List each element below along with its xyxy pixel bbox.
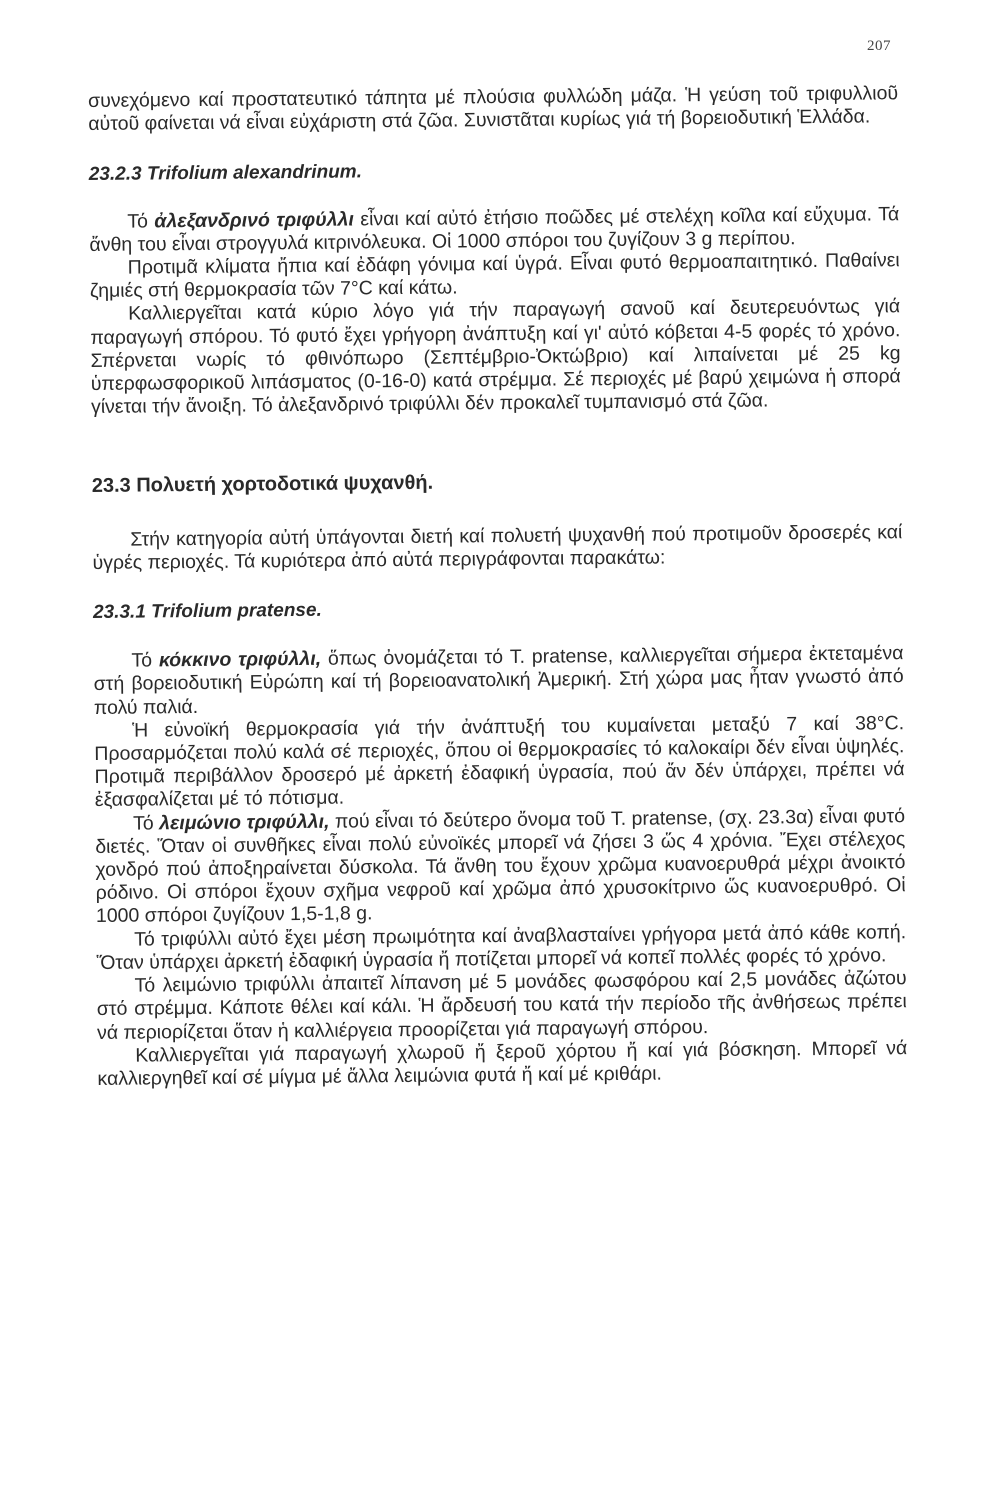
section-23-3-1 [93,593,908,1091]
paragraph-pratense-name [93,642,904,719]
page-body [88,82,908,1091]
paragraph-pratense-uses: Καλλιεργεῖται γιά παραγωγή χλωροῦ ἤ ξεροῦ χόρτου ἤ καί γιά βόσκηση. Μπορεῖ νά καλλιεργηθεῖ καί σέ μίγμα μέ ἄλλα λειμώνια φυτά ἤ καί μέ κριθάρι. [97,1036,908,1090]
paragraph-alexandrinum-climate: Προτιμᾶ κλίματα ἤπια καί ἐδάφη γόνιμα καί ὑγρά. Εἶναι φυτό θερμοαπαιτητικό. Παθαίνει ζημιές στή θερμοκρασία τῶν 7°C καί κάτω. [89,249,900,303]
section-heading-23-3-1: 23.3.1 Trifolium pratense. [92,599,322,624]
text-run: ὅπως ὀνομάζεται τό T. pratense, καλλιεργεῖται σήμερα ἐκτεταμένα στή βορειοδυτική Εὐρώπη καί τή βορειοανατολική Ἀμερική. Στή χώρα μας ἦταν γνωστό ἀπό πολύ παλιά. [93,642,904,719]
page-number: 207 [867,38,891,54]
term-alexandrino-trifylli: ἀλεξανδρινό τριφύλλι [154,208,354,232]
section-23-2-3 [89,156,901,420]
paragraph-pratense-regrowth: Τό τριφύλλι αὐτό ἔχει μέση πρωιμότητα καί ἀναβλασταίνει γρήγορα μετά ἀπό κάθε κοπή. Ὅταν ὑπάρχει ἀρκετή ἐδαφική ὑγρασία ἤ ποτίζεται μπορεῖ νά κοπεῖ πολλές φορές τό χρόνο. [96,920,907,974]
text-run: Τό [127,209,155,233]
text-run: Τό [131,649,160,672]
paragraph-perennial-intro: Στήν κατηγορία αὐτή ὑπάγονται διετή καί πολυετή ψυχανθή πού προτιμοῦν δροσερές καί ὑγρές περιοχές. Τά κυριότερα ἀπό αὐτά περιγράφονται παρακάτω: [92,520,903,574]
paragraph-pratense-morphology [95,805,906,929]
section-heading-23-2-3: 23.2.3 Trifolium alexandrinum. [88,161,363,186]
intro-paragraph: συνεχόμενο καί προστατευτικό τάπητα μέ πλούσια φυλλώδη μάζα. Ἡ γεύση τοῦ τριφυλλιοῦ αὐτοῦ φαίνεται νά εἶναι εὐχάριστη στά ζῶα. Συνιστᾶται κυρίως γιά τή βορειοδυτική Ἑλλάδα. [88,82,899,136]
text-run: εἶναι καί αὐτό ἐτήσιο ποῶδες μέ στελέχη κοῖλα καί εὔχυμα. Τά ἄνθη του εἶναι στρογγυλά κιτρινόλευκα. Οἱ 1000 σπόροι του ζυγίζουν 3 g περίπου. [89,202,900,256]
section-23-3 [92,468,903,575]
section-heading-23-3: 23.3 Πολυετή χορτοδοτικά ψυχανθή. [91,472,434,498]
text-run: πού εἶναι τό δεύτερο ὄνομα τοῦ T. pratense, (σχ. 23.3α) εἶναι φυτό διετές. Ὅταν οἱ συνθῆκες εἶναι πολύ εὐνοϊκές μπορεῖ νά ζήσει 3 ὥς 4 χρόνια. Ἔχει στέλεχος χονδρό πού ἀποξηραίνεται δύσκολα. Τά ἄνθη του ἔχουν χρῶμα κυανοερυθρά μέχρι ἀνοικτό ρόδινο. Οἱ σπόροι ἔχουν σχῆμα νεφροῦ καί χρῶμα ἀπό χρυσοκίτρινο ὥς κυανοερυθρό. Οἱ 1000 σπόροι ζυγίζουν 1,5-1,8 g. [95,804,906,928]
paragraph-pratense-temperature: Ἡ εὐνοϊκή θερμοκρασία γιά τήν ἀνάπτυξή του κυμαίνεται μεταξύ 7 καί 38°C. Προσαρμόζεται πολύ καλά σέ περιοχές, ὅπου οἱ θερμοκρασίες τό καλοκαίρι δέν εἶναι ὑψηλές. Προτιμᾶ περιβάλλον δροσερό μέ ἀρκετή ἐδαφική ὑγρασία, πού ἄν δέν ὑπάρχει, πρέπει νά ἐξασφαλίζεται μέ τό πότισμα. [94,712,905,812]
paragraph-pratense-fertilization: Τό λειμώνιο τριφύλλι ἀπαιτεῖ λίπανση μέ 5 μονάδες φωσφόρου καί 2,5 μονάδες ἀζώτου στό στρέμμα. Κάποτε θέλει καί κάλι. Ἡ ἄρδευσή του κατά τήν περίοδο τῆς ἀνθήσεως πρέπει νά περιορίζεται ὅταν ἡ καλλιέργεια προορίζεται γιά παραγωγή σπόρου. [96,967,907,1044]
paragraph-alexandrinum-description [89,203,899,257]
term-kokkino-trifylli: κόκκινο τριφύλλι, [158,648,322,672]
paragraph-alexandrinum-cultivation: Καλλιεργεῖται κατά κύριο λόγο γιά τήν παραγωγή σανοῦ καί δευτερευόντως γιά παραγωγή σπόρου. Τό φυτό ἔχει γρήγορη ἀνάπτυξη καί γι' αὐτό κόβεται 4-5 φορές τό χρόνο. Σπέρνεται νωρίς τό φθινόπωρο (Σεπτέμβριο-Ὀκτώβριο) καί λιπαίνεται μέ 25 kg ὑπερφωσφορικοῦ λιπάσματος (0-16-0) κατά στρέμμα. Σέ περιοχές μέ βαρύ χειμώνα ἡ σπορά γίνεται τήν ἄνοιξη. Τό ἀλεξανδρινό τριφύλλι δέν προκαλεῖ τυμπανισμό στά ζῶα. [90,295,901,419]
term-leimonio-trifylli: λειμώνιο τριφύλλι, [159,810,330,835]
text-run: Τό [132,812,160,835]
